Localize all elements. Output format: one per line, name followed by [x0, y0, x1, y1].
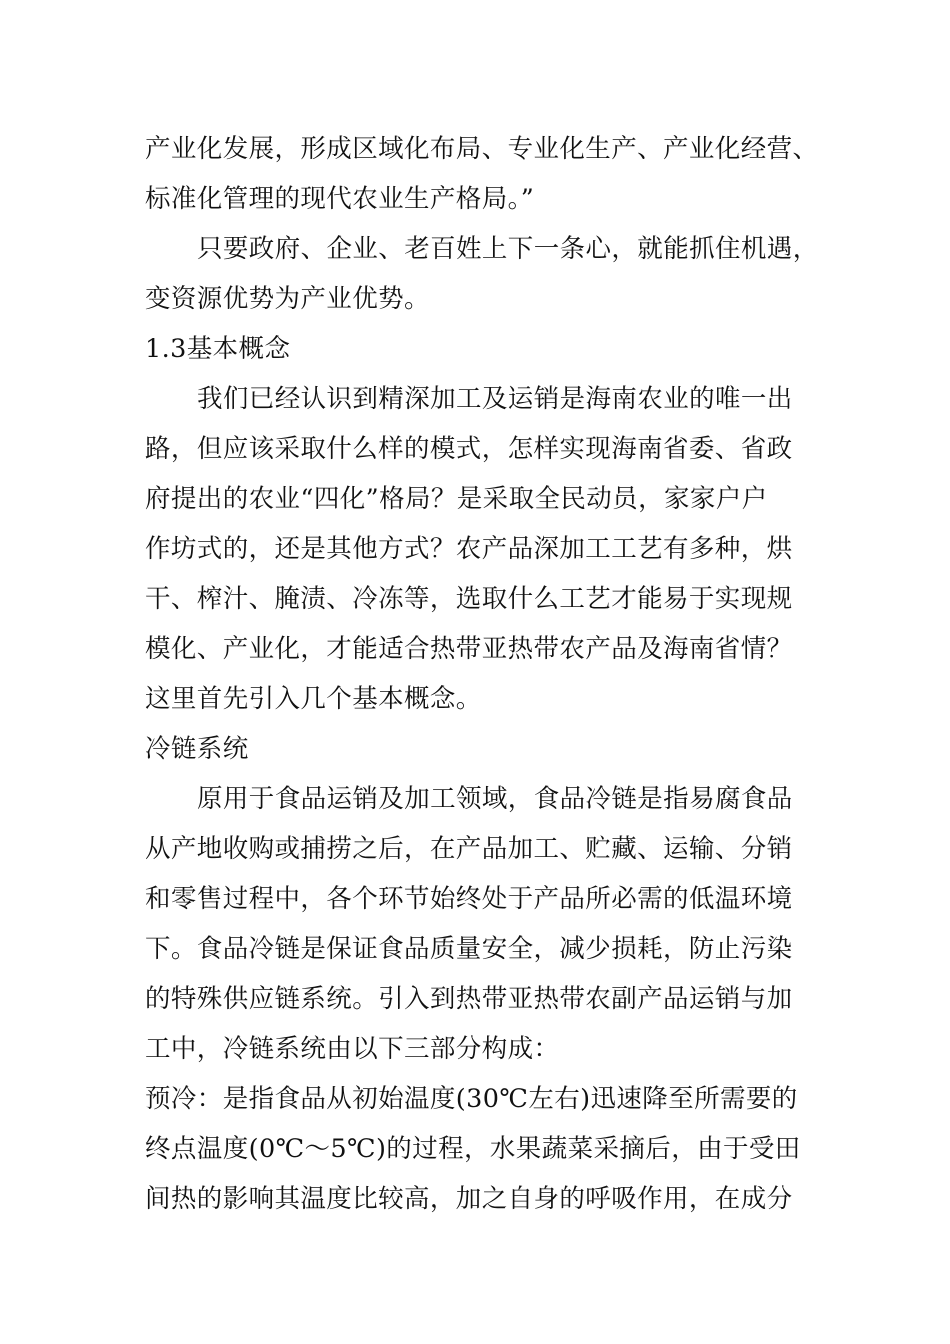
text-line: 模化、产业化，才能适合热带亚热带农产品及海南省情？ — [145, 634, 793, 664]
text-line: 产业化发展，形成区域化布局、专业化生产、产业化经营、 — [145, 134, 819, 164]
text-line: 预冷：是指食品从初始温度(30℃左右)迅速降至所需要的 — [145, 1084, 798, 1114]
text-line: 只要政府、企业、老百姓上下一条心，就能抓住机遇， — [197, 234, 819, 264]
text-line: 终点温度(0℃～5℃)的过程，水果蔬菜采摘后，由于受田 — [145, 1134, 801, 1164]
text-line: 路，但应该采取什么样的模式，怎样实现海南省委、省政 — [145, 434, 793, 464]
text-line: 作坊式的，还是其他方式？农产品深加工工艺有多种，烘 — [145, 534, 793, 564]
paragraph-precooling — [145, 1074, 805, 1224]
text-line: 标准化管理的现代农业生产格局。” — [145, 184, 535, 214]
paragraph-processing-modes — [145, 374, 805, 724]
text-line: 变资源优势为产业优势。 — [145, 284, 430, 314]
text-line: 我们已经认识到精深加工及运销是海南农业的唯一出 — [197, 384, 793, 414]
text-line: 原用于食品运销及加工领域，食品冷链是指易腐食品 — [197, 784, 793, 814]
paragraph-government — [145, 224, 819, 324]
text-line: 这里首先引入几个基本概念。 — [145, 684, 482, 714]
text-line: 的特殊供应链系统。引入到热带亚热带农副产品运销与加 — [145, 984, 793, 1014]
section-heading-basic-concepts: 1.3基本概念 — [145, 334, 291, 364]
section-heading-cold-chain: 冷链系统 — [145, 734, 249, 764]
text-line: 下。食品冷链是保证食品质量安全，减少损耗，防止污染 — [145, 934, 793, 964]
text-line: 府提出的农业“四化”格局？是采取全民动员，家家户户 — [145, 484, 768, 514]
text-line: 和零售过程中，各个环节始终处于产品所必需的低温环境 — [145, 884, 793, 914]
paragraph-cold-chain-definition — [145, 774, 805, 1074]
text-line: 干、榨汁、腌渍、冷冻等，选取什么工艺才能易于实现规 — [145, 584, 793, 614]
text-line: 工中，冷链系统由以下三部分构成： — [145, 1034, 560, 1064]
text-line: 间热的影响其温度比较高，加之自身的呼吸作用，在成分 — [145, 1184, 793, 1214]
paragraph-continuation — [145, 124, 819, 224]
document-body — [145, 124, 819, 1224]
text-line: 从产地收购或捕捞之后，在产品加工、贮藏、运输、分销 — [145, 834, 793, 864]
